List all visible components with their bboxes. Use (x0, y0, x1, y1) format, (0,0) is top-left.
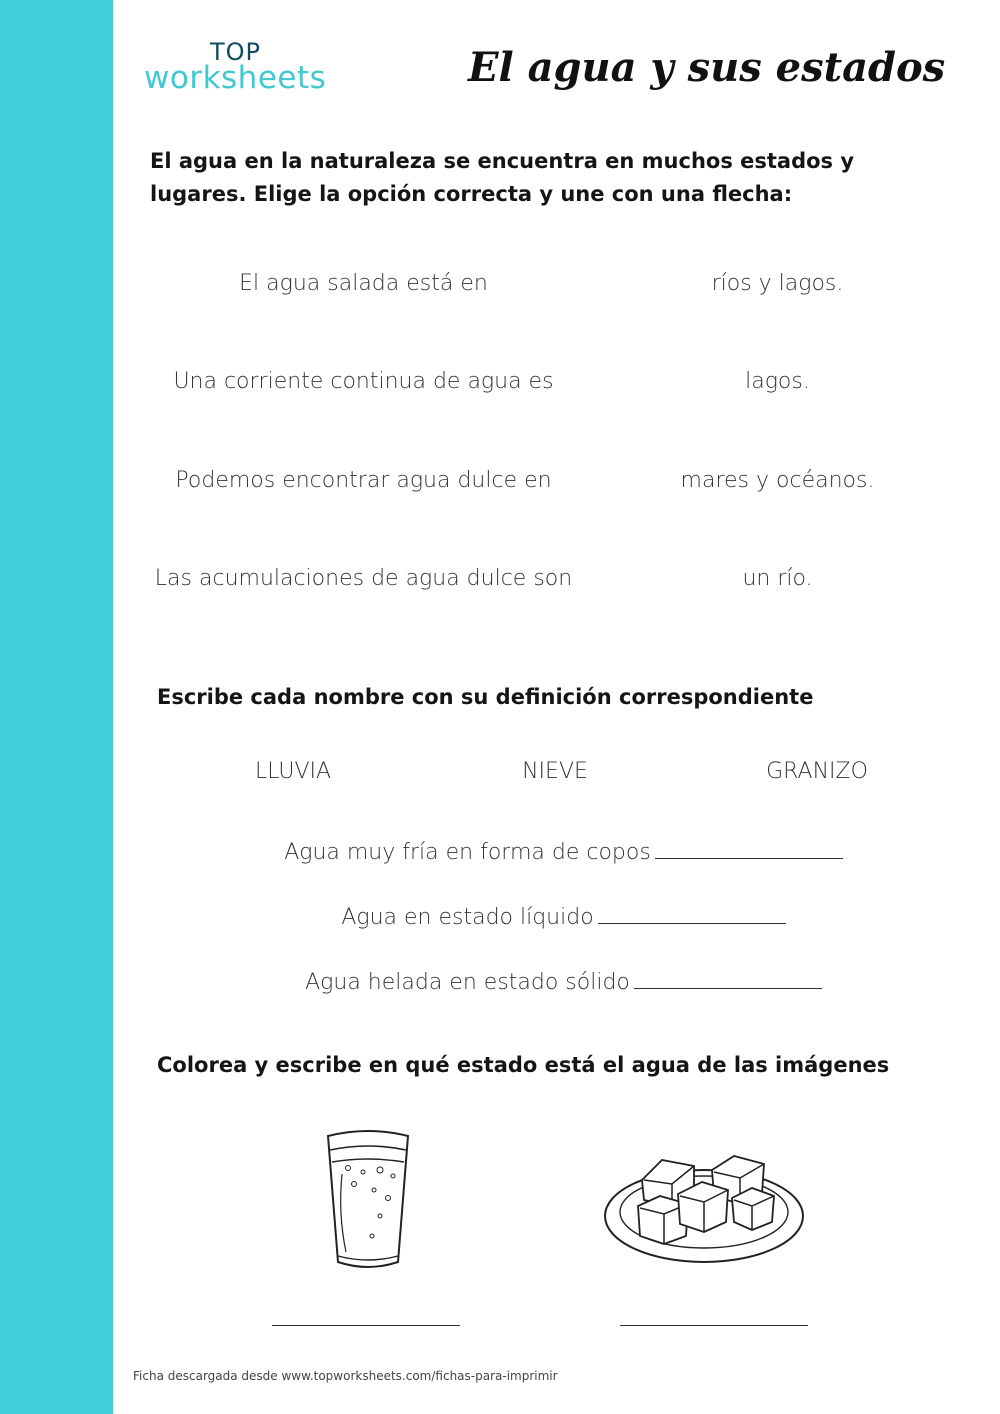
word-granizo: GRANIZO (766, 759, 868, 784)
section3-instruction: Colorea y escribe en qué estado está el agua de las imágenes (157, 1053, 890, 1077)
definition-2: Agua en estado líquido (341, 905, 594, 930)
section1-instruction: El agua en la naturaleza se encuentra en muchos estados y lugares. Elige la opción correcta y une con una flecha: (150, 149, 855, 206)
definition-row-2 (150, 901, 977, 930)
match-right-4: un río. (742, 566, 813, 591)
match-left-4: Las acumulaciones de agua dulce son (154, 566, 573, 591)
definition-row-3 (150, 966, 977, 995)
page-title: El agua y sus estados (468, 44, 946, 91)
match-left-1: El agua salada está en (239, 271, 488, 296)
match-right-3: mares y océanos. (680, 468, 875, 493)
logo-top-text: TOP (210, 38, 262, 66)
sidebar-accent (0, 0, 113, 1414)
answer-blank-2[interactable] (598, 901, 786, 924)
word-lluvia: LLUVIA (254, 759, 332, 784)
footer-source: Ficha descargada desde www.topworksheets.com/fichas-para-imprimir (133, 1369, 558, 1383)
answer-line-ice[interactable] (620, 1325, 808, 1326)
definition-row-1 (150, 836, 977, 865)
word-nieve: NIEVE (522, 759, 588, 784)
glass-of-water-icon (318, 1124, 418, 1274)
match-right-2: lagos. (745, 369, 810, 394)
answer-line-glass[interactable] (272, 1325, 460, 1326)
match-left-3: Podemos encontrar agua dulce en (175, 468, 552, 493)
logo-main-text: worksheets (144, 60, 327, 96)
definition-3: Agua helada en estado sólido (305, 970, 630, 995)
match-right-1: ríos y lagos. (711, 271, 844, 296)
ice-cubes-plate-icon (602, 1148, 807, 1268)
answer-blank-1[interactable] (655, 836, 843, 859)
definition-1: Agua muy fría en forma de copos (284, 840, 651, 865)
section2-instruction: Escribe cada nombre con su definición correspondiente (157, 685, 814, 709)
match-left-2: Una corriente continua de agua es (173, 369, 554, 394)
answer-blank-3[interactable] (634, 966, 822, 989)
